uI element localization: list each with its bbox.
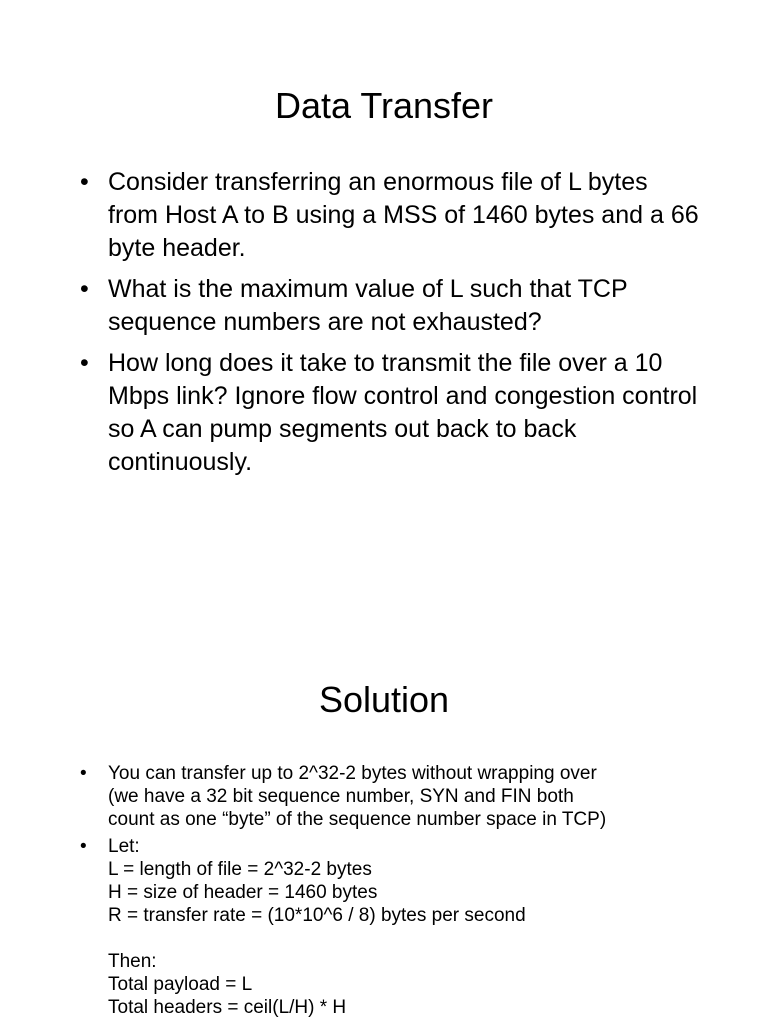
bullet-list <box>80 166 700 487</box>
list-item <box>80 273 700 339</box>
bullet-text: Let: L = length of file = 2^32-2 bytes H = size of header = 1460 bytes R = transfer rate = (10*10^6 / 8) bytes per second Then: Total payload = L Total headers = ceil(L/H) * H <box>108 836 526 1018</box>
list-item <box>80 166 700 265</box>
slide-solution <box>0 640 768 1024</box>
bullet-text: Consider transferring an enormous file of L bytes from Host A to B using a MSS of 1460 bytes and a 66 byte header. <box>108 168 699 262</box>
bullet-marker: • <box>80 275 89 303</box>
bullet-text: You can transfer up to 2^32-2 bytes without wrapping over (we have a 32 bit sequence number, SYN and FIN both count as one “byte” of the sequence number space in TCP) <box>108 763 607 830</box>
list-item <box>80 835 720 1019</box>
slide-title: Solution <box>318 679 450 720</box>
slide-title: Data Transfer <box>274 85 494 126</box>
bullet-text: What is the maximum value of L such that TCP sequence numbers are not exhausted? <box>108 275 628 336</box>
bullet-marker: • <box>80 168 89 196</box>
list-item <box>80 347 700 479</box>
list-item <box>80 762 720 831</box>
bullet-marker: • <box>80 763 87 784</box>
bullet-text: How long does it take to transmit the file over a 10 Mbps link? Ignore flow control and congestion control so A can pump segments out back to back continuously. <box>108 349 698 476</box>
bullet-marker: • <box>80 836 87 857</box>
bullet-list <box>80 762 720 1023</box>
bullet-marker: • <box>80 349 89 377</box>
